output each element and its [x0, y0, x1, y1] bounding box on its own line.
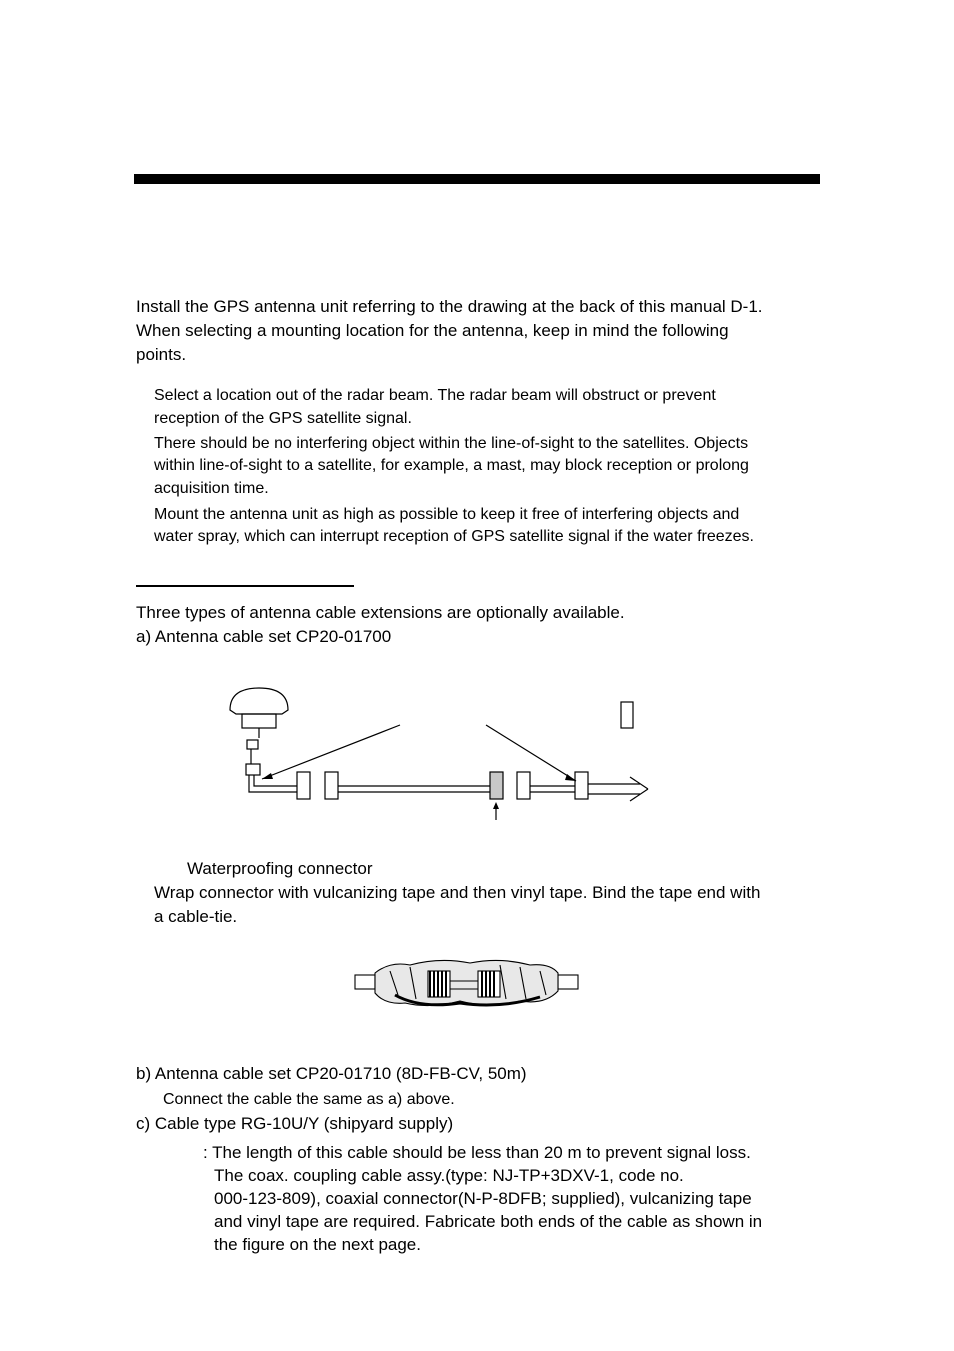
point-1-line-2: reception of the GPS satellite signal. [154, 410, 412, 427]
cable-c-line-1: : The length of this cable should be less than 20 m to prevent signal loss. [203, 1143, 751, 1162]
cable-connection-diagram [220, 680, 660, 825]
cable-c-line-5: the figure on the next page. [214, 1235, 421, 1254]
connector-4 [575, 772, 588, 799]
connector-2 [325, 772, 338, 799]
cable-c-line-3: 000-123-809), coaxial connector(N-P-8DFB; supplied), vulcanizing tape [214, 1189, 752, 1208]
cable-set-b: b) Antenna cable set CP20-01710 (8D-FB-CV, 50m) [136, 1064, 527, 1083]
point-2-line-1: There should be no interfering object within the line-of-sight to the satellites. Objects [154, 435, 749, 452]
antenna-base [242, 714, 276, 728]
waterproof-connector [490, 772, 503, 799]
extensions-intro: Three types of antenna cable extensions are optionally available. [136, 603, 625, 622]
cable-set-a: a) Antenna cable set CP20-01700 [136, 627, 392, 646]
point-3-line-2: water spray, which can interrupt reception of GPS satellite signal if the water freezes. [154, 528, 754, 545]
point-1-line-1: Select a location out of the radar beam. The radar beam will obstruct or prevent [154, 387, 716, 404]
point-3-line-1: Mount the antenna unit as high as possible to keep it free of interfering objects and [154, 506, 740, 523]
wrapped-connector-illustration [350, 955, 584, 1013]
cable-c-line-4: and vinyl tape are required. Fabricate both ends of the cable as shown in [214, 1212, 763, 1231]
intro-line-3: points. [136, 345, 187, 364]
antenna-dome [230, 688, 288, 714]
cable-type-c: c) Cable type RG-10U/Y (shipyard supply) [136, 1114, 454, 1133]
waterproof-line-2: a cable-tie. [154, 907, 238, 926]
intro-line-2: When selecting a mounting location for the antenna, keep in mind the following [136, 321, 729, 340]
cable-set-b-note: Connect the cable the same as a) above. [163, 1091, 455, 1108]
point-2-line-3: acquisition time. [154, 480, 269, 497]
point-2-line-2: within line-of-sight to a satellite, for example, a mast, may block reception or prolong [154, 457, 749, 474]
header-rule [134, 174, 820, 184]
connector-3 [517, 772, 530, 799]
cable-c-line-2: The coax. coupling cable assy.(type: NJ-TP+3DXV-1, code no. [214, 1166, 684, 1185]
section-heading-rule [136, 585, 354, 587]
waterproof-line-1: Wrap connector with vulcanizing tape and then vinyl tape. Bind the tape end with [154, 883, 761, 902]
waterproof-title: Waterproofing connector [187, 859, 373, 878]
intro-line-1: Install the GPS antenna unit referring to the drawing at the back of this manual D-1. [136, 297, 763, 316]
connector-1 [297, 772, 310, 799]
